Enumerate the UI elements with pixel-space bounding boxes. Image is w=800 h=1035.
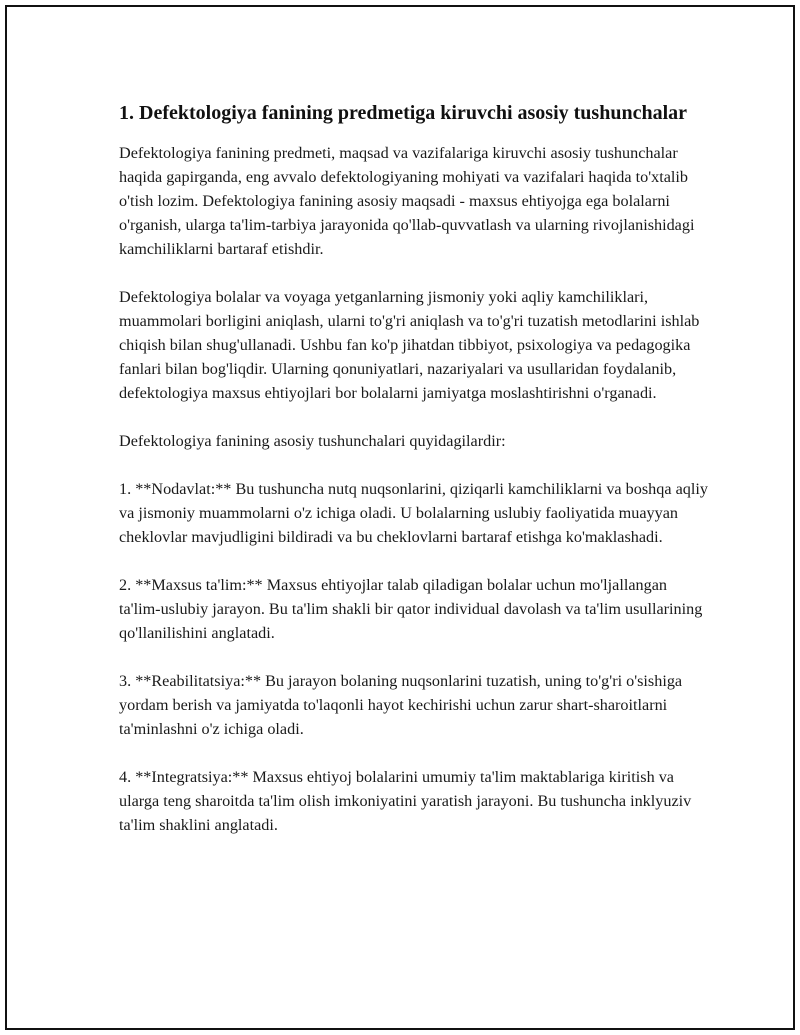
list-item-integratsiya: 4. **Integratsiya:** Maxsus ehtiyoj bolalarini umumiy ta'lim maktablariga kiritish va ularga teng sharoitda ta'lim olish imkoniyatini yaratish jarayoni. Bu tushuncha inklyuziv ta'lim shaklini anglatadi. bbox=[119, 768, 692, 834]
paragraph-list-intro: Defektologiya fanining asosiy tushunchalari quyidagilardir: bbox=[119, 432, 506, 450]
list-item-nodavlat: 1. **Nodavlat:** Bu tushuncha nutq nuqsonlarini, qiziqarli kamchiliklarni va boshqa aqliy va jismoniy muammolarni o'z ichiga oladi. U bolalarning uslubiy faoliyatida muayyan cheklovlar mavjudligini bildiradi va bu cheklovlarni bartaraf etishga ko'maklashadi. bbox=[119, 480, 708, 546]
paragraph-intro: Defektologiya fanining predmeti, maqsad va vazifalariga kiruvchi asosiy tushunchalar haqida gapirganda, eng avvalo defektologiyaning mohiyati va vazifalari haqida to'xtalib o'tish lozim. Defektologiya fanining asosiy maqsadi - maxsus ehtiyojga ega bolalarni o'rganish, ularga ta'lim-tarbiya jarayonida qo'llab-quvvatlash va ularning rivojlanishidagi kamchiliklarni bartaraf etishdir. bbox=[119, 144, 695, 258]
page-frame bbox=[5, 5, 795, 1030]
list-item-reabilitatsiya: 3. **Reabilitatsiya:** Bu jarayon bolaning nuqsonlarini tuzatish, uning to'g'ri o'sishiga yordam berish va jamiyatda to'laqonli hayot kechirishi uchun zarur shart-sharoitlarni ta'minlashni o'z ichiga oladi. bbox=[119, 672, 683, 738]
paragraph-scope: Defektologiya bolalar va voyaga yetganlarning jismoniy yoki aqliy kamchiliklari, muammolari borligini aniqlash, ularni to'g'ri aniqlash va to'g'ri tuzatish metodlarini ishlab chiqish bilan shug'ullanadi. Ushbu fan ko'p jihatdan tibbiyot, psixologiya va pedagogika fanlari bilan bog'liqdir. Ularning qonuniyatlari, nazariyalari va usullaridan foydalanib, defektologiya maxsus ehtiyojlari bor bolalarni jamiyatga moslashtirishni o'rganadi. bbox=[119, 288, 700, 402]
list-item-maxsus-talim: 2. **Maxsus ta'lim:** Maxsus ehtiyojlar talab qiladigan bolalar uchun mo'ljallangan ta'lim-uslubiy jarayon. Bu ta'lim shakli bir qator individual davolash va ta'lim usullarining qo'llanilishini anglatadi. bbox=[119, 576, 703, 642]
section-heading: 1. Defektologiya fanining predmetiga kiruvchi asosiy tushunchalar bbox=[119, 102, 688, 124]
document-body bbox=[119, 99, 709, 861]
